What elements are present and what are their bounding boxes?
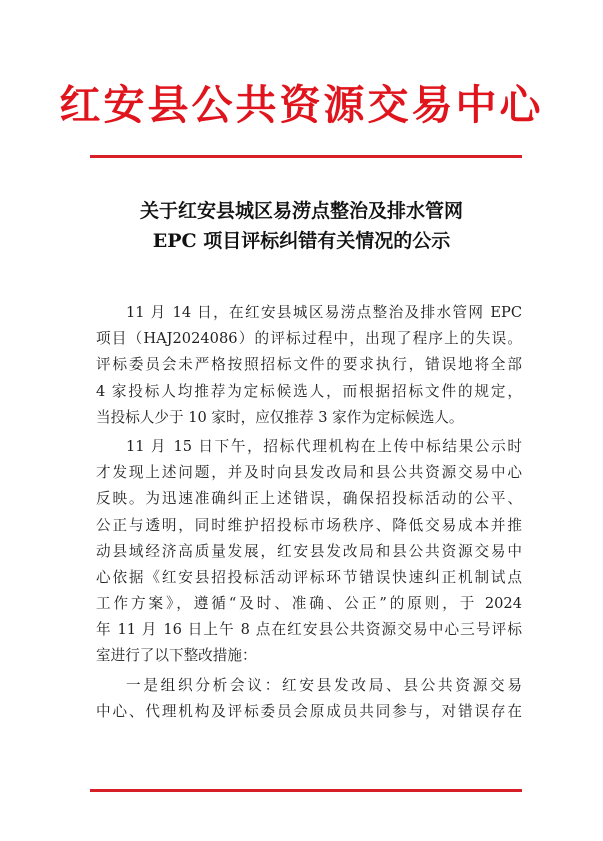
paragraph-line: 工作方案》，遵循“及时、准确、公正”的原则，于 2024 — [96, 595, 522, 613]
paragraph-1 — [96, 300, 522, 431]
paragraph-line: 项目（HAJ2024086）的评标过程中，出现了程序上的失误。 — [96, 330, 522, 348]
notice-body — [96, 300, 522, 725]
paragraph-line: 反映。为迅速准确纠正上述错误，确保招投标活动的公平、 — [96, 490, 522, 508]
paragraph-line: 评标委员会未严格按照招标文件的要求执行，错误地将全部 — [96, 356, 522, 374]
paragraph-line: 才发现上述问题，并及时向县发改局和县公共资源交易中心 — [96, 464, 522, 482]
paragraph-line: 当投标人少于 10 家时，应仅推荐 3 家作为定标候选人。 — [96, 408, 464, 426]
paragraph-line: 一是组织分析会议：红安县发改局、县公共资源交易 — [126, 676, 522, 694]
paragraph-line: 年 11 月 16 日上午 8 点在红安县公共资源交易中心三号评标 — [96, 621, 522, 639]
paragraph-line: 室进行了以下整改措施： — [96, 647, 257, 665]
paragraph-2 — [96, 434, 522, 670]
notice-title-line-1: 关于红安县城区易涝点整治及排水管网 — [139, 200, 463, 222]
paragraph-3 — [96, 673, 522, 725]
footer-red-rule — [90, 789, 522, 792]
paragraph-line: 4 家投标人均推荐为定标候选人，而根据招标文件的规定， — [96, 382, 522, 400]
paragraph-line: 11 月 14 日，在红安县城区易涝点整治及排水管网 EPC — [126, 304, 522, 321]
notice-title — [0, 196, 603, 256]
masthead-red-rule — [90, 155, 522, 158]
masthead-org-name: 红安县公共资源交易中心 — [59, 81, 544, 129]
notice-title-line-2: EPC 项目评标纠错有关情况的公示 — [152, 230, 451, 252]
paragraph-line: 中心、代理机构及评标委员会原成员共同参与，对错误存在 — [96, 702, 522, 720]
paragraph-line: 公正与透明，同时维护招投标市场秩序、降低交易成本并推 — [96, 516, 522, 534]
paragraph-line: 心依据《红安县招投标活动评标环节错误快速纠正机制试点 — [96, 568, 522, 586]
paragraph-line: 动县域经济高质量发展，红安县发改局和县公共资源交易中 — [96, 542, 522, 560]
paragraph-line: 11 月 15 日下午，招标代理机构在上传中标结果公示时 — [126, 437, 522, 455]
